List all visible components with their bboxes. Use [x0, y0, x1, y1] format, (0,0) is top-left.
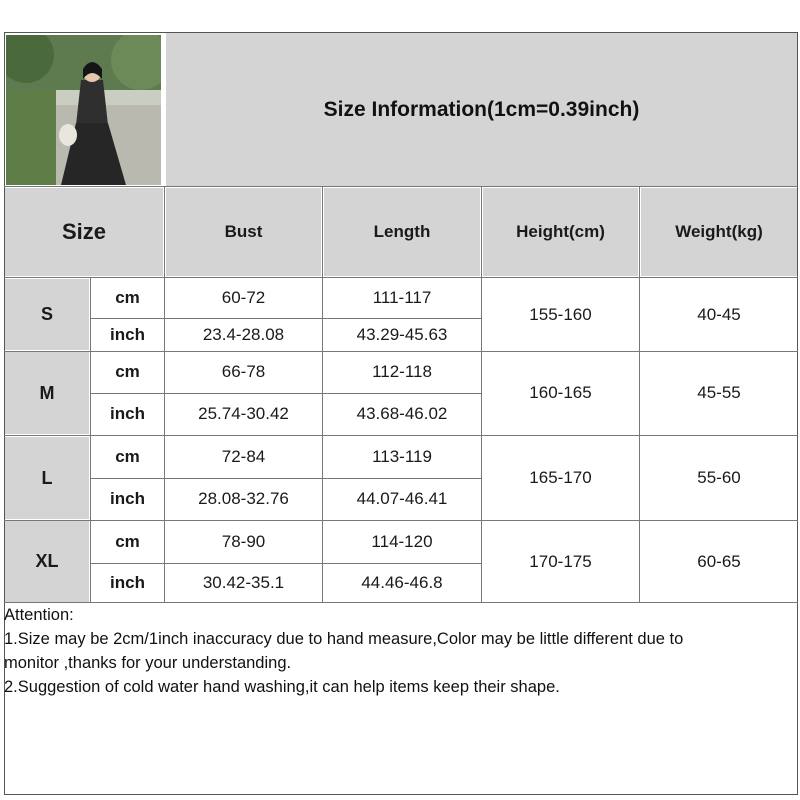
grid-line [90, 278, 91, 603]
weight-range: 55-60 [641, 437, 797, 519]
length-inch: 44.07-46.41 [324, 479, 480, 519]
notes-heading: Attention: [4, 606, 74, 624]
unit-inch: inch [92, 394, 163, 434]
length-inch: 44.46-46.8 [324, 564, 480, 602]
unit-cm: cm [92, 352, 163, 392]
height-range: 160-165 [483, 352, 638, 434]
attention-notes [4, 603, 794, 699]
weight-range: 45-55 [641, 352, 797, 434]
unit-inch: inch [92, 479, 163, 519]
weight-range: 60-65 [641, 521, 797, 602]
grid-line [481, 186, 482, 603]
size-label: M [5, 352, 89, 434]
weight-range: 40-45 [641, 279, 797, 350]
bust-inch: 28.08-32.76 [166, 479, 321, 519]
bust-cm: 72-84 [166, 437, 321, 477]
grid-line [91, 563, 482, 564]
unit-inch: inch [92, 564, 163, 602]
grid-line [639, 186, 640, 603]
note-1-continued: monitor ,thanks for your understanding. [4, 654, 292, 672]
grid-line [4, 277, 798, 278]
unit-inch: inch [92, 319, 163, 350]
length-cm: 113-119 [324, 437, 480, 477]
length-cm: 111-117 [324, 279, 480, 317]
size-label: S [5, 279, 89, 350]
size-label: XL [5, 521, 89, 602]
grid-line [91, 393, 482, 394]
length-cm: 112-118 [324, 352, 480, 392]
bust-cm: 60-72 [166, 279, 321, 317]
grid-line [91, 478, 482, 479]
length-inch: 43.29-45.63 [324, 319, 480, 350]
unit-cm: cm [92, 437, 163, 477]
divider [4, 186, 798, 187]
grid-line [4, 435, 798, 436]
grid-line [4, 351, 798, 352]
height-range: 165-170 [483, 437, 638, 519]
note-2: 2.Suggestion of cold water hand washing,it can help items keep their shape. [4, 678, 560, 696]
unit-cm: cm [92, 521, 163, 562]
length-cm: 114-120 [324, 521, 480, 562]
bust-inch: 30.42-35.1 [166, 564, 321, 602]
note-1: 1.Size may be 2cm/1inch inaccuracy due to hand measure,Color may be little different due to [4, 630, 684, 648]
header-length: Length [324, 188, 480, 276]
title-banner [166, 33, 797, 186]
unit-cm: cm [92, 279, 163, 317]
product-photo [6, 35, 161, 185]
bust-cm: 66-78 [166, 352, 321, 392]
header-bust: Bust [166, 188, 321, 276]
height-range: 170-175 [483, 521, 638, 602]
grid-line [91, 318, 482, 319]
header-weight: Weight(kg) [641, 188, 797, 276]
grid-line [322, 186, 323, 603]
grid-line [164, 186, 165, 603]
page-title: Size Information(1cm=0.39inch) [323, 97, 640, 121]
bust-inch: 25.74-30.42 [166, 394, 321, 434]
bust-cm: 78-90 [166, 521, 321, 562]
height-range: 155-160 [483, 279, 638, 350]
product-photo-image [6, 35, 161, 185]
header-size: Size [5, 188, 163, 276]
grid-line [4, 520, 798, 521]
header-height: Height(cm) [483, 188, 638, 276]
length-inch: 43.68-46.02 [324, 394, 480, 434]
bust-inch: 23.4-28.08 [166, 319, 321, 350]
size-label: L [5, 437, 89, 519]
